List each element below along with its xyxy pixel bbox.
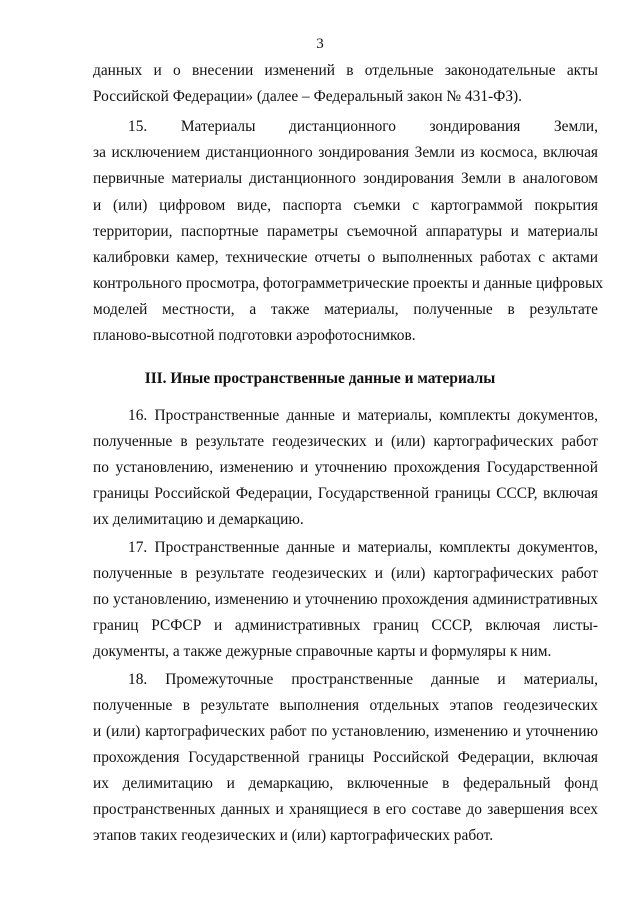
paragraph-17-line: по установлению, изменению и уточнению прохождения административных [93,591,598,608]
section-heading: III. Иные пространственные данные и материалы [144,370,496,387]
paragraph-18-line: прохождения Государственной границы Российской Федерации, включая [93,749,598,766]
paragraph-15-line: 15. Материалы дистанционного зондирования Земли, [128,118,598,135]
paragraph-15-line: моделей местности, а также материалы, полученные в результате [93,301,598,318]
paragraph-15-line: территории, паспортные параметры съемочной аппаратуры и материалы [93,223,598,240]
paragraph-16-line: 16. Пространственные данные и материалы, комплекты документов, [128,407,598,424]
paragraph-15-line: калибровки камер, технические отчеты о выполненных работах с актами [93,249,598,266]
paragraph-17-line: границ РСФСР и административных границ СССР, включая листы- [93,617,598,634]
paragraph-15-line: планово-высотной подготовки аэрофотоснимков. [93,327,416,344]
paragraph-18-line: 18. Промежуточные пространственные данные и материалы, [128,671,598,688]
paragraph-17-line: документы, а также дежурные справочные карты и формуляры к ним. [93,643,552,660]
paragraph-15-line: первичные материалы дистанционного зондирования Земли в аналоговом [93,170,598,187]
paragraph-18-line: пространственных данных и хранящиеся в его составе до завершения всех [93,801,598,818]
paragraph-17-line: полученные в результате геодезических и (или) картографических работ [93,565,598,582]
paragraph-16-line: границы Российской Федерации, Государственной границы СССР, включая [93,485,598,502]
paragraph-16-line: полученные в результате геодезических и (или) картографических работ [93,433,598,450]
page-number: 3 [316,36,324,52]
paragraph-17-line: 17. Пространственные данные и материалы, комплекты документов, [128,539,598,556]
paragraph-15-line: и (или) цифровом виде, паспорта съемки с картограммой покрытия [93,197,598,214]
paragraph-line: Российской Федерации» (далее – Федеральный закон № 431-ФЗ). [93,88,523,105]
paragraph-15-line: контрольного просмотра, фотограмметрические проекты и данные цифровых [93,275,604,292]
paragraph-18-line: и (или) картографических работ по установлению, изменению и уточнению [93,723,598,740]
paragraph-16-line: их делимитацию и демаркацию. [93,511,304,528]
paragraph-16-line: по установлению, изменению и уточнению прохождения Государственной [93,459,598,476]
paragraph-line: данных и о внесении изменений в отдельные законодательные акты [93,62,598,79]
paragraph-15-line: за исключением дистанционного зондирования Земли из космоса, включая [93,144,598,161]
paragraph-18-line: полученные в результате выполнения отдельных этапов геодезических [93,697,598,714]
paragraph-18-line: этапов таких геодезических и (или) картографических работ. [93,827,494,844]
paragraph-18-line: их делимитацию и демаркацию, включенные в федеральный фонд [93,775,598,792]
